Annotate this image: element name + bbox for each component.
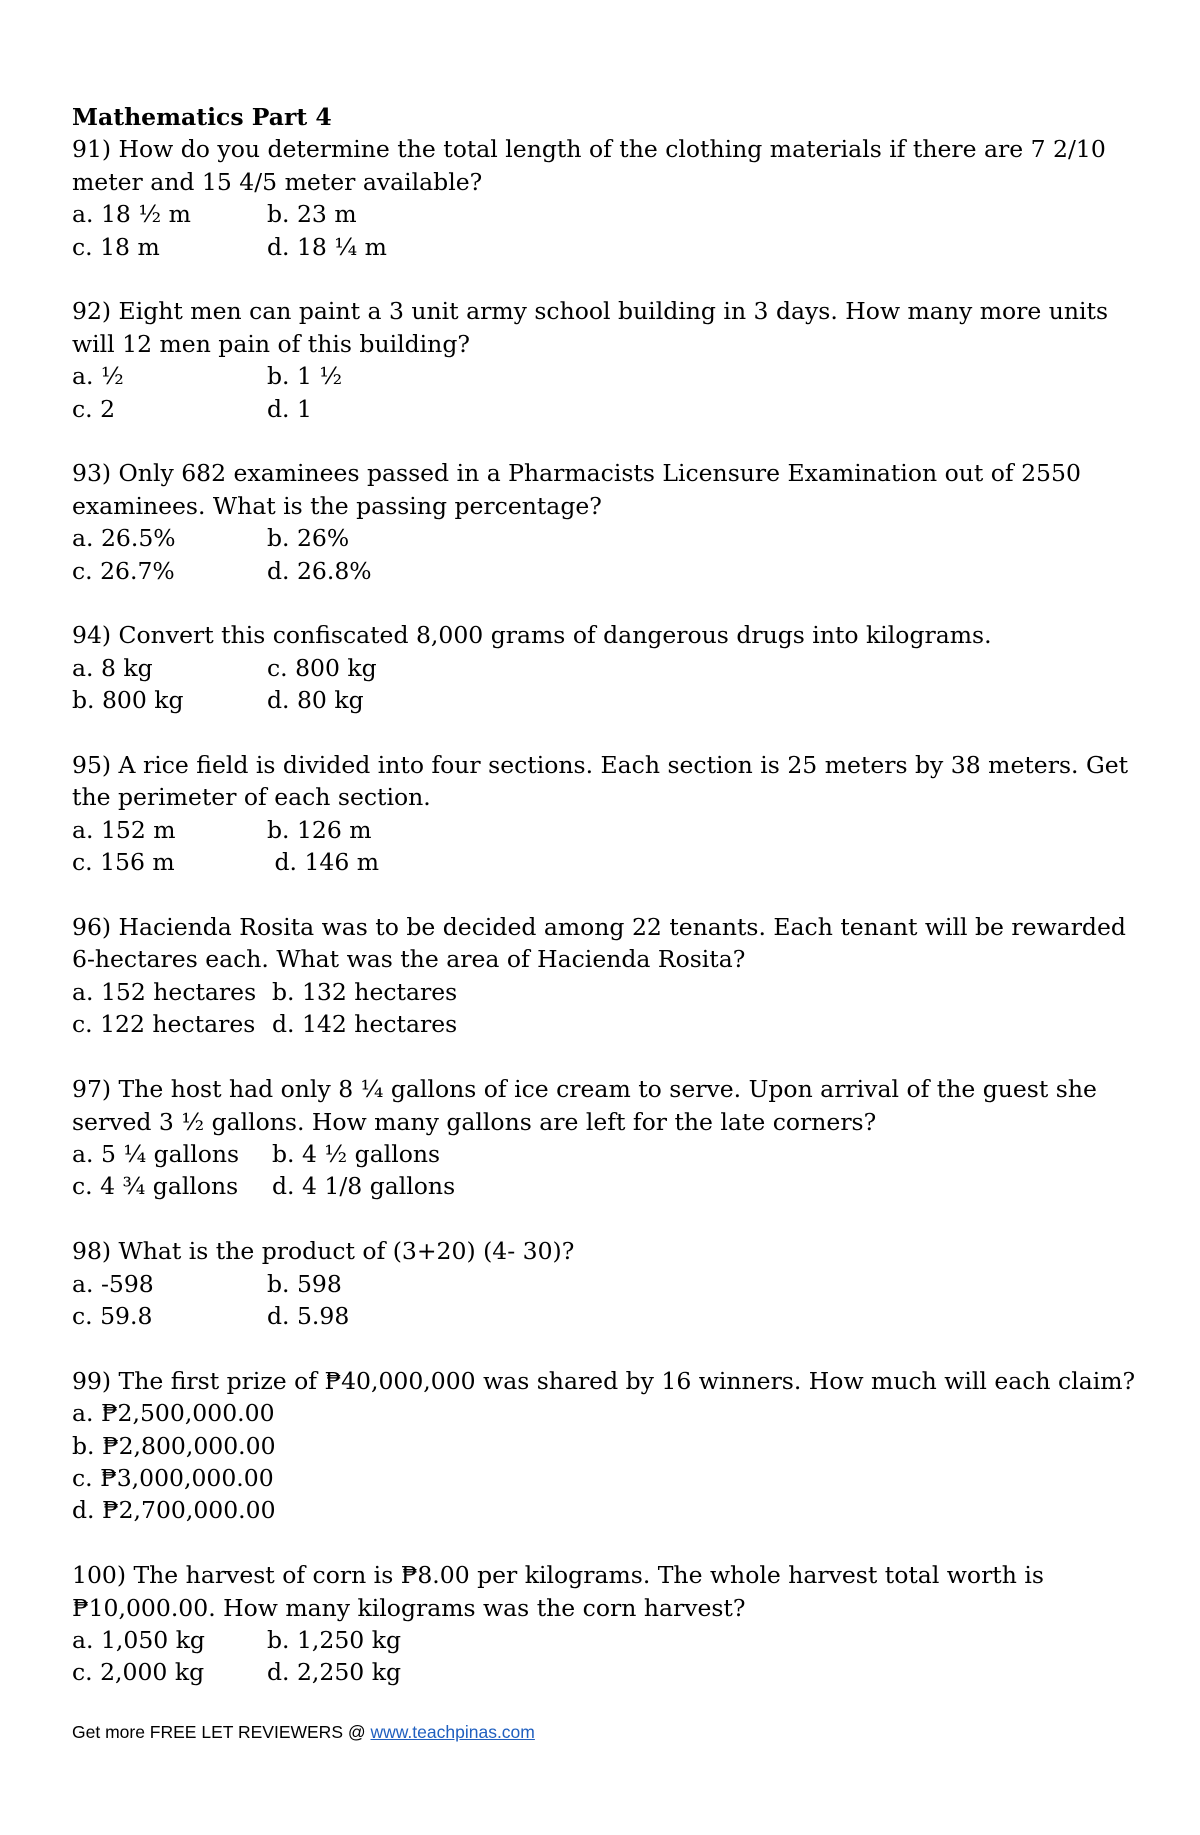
question-92 bbox=[72, 295, 1152, 425]
question-text: 91) How do you determine the total length of the clothing materials if there are 7 2/10 meter and 15 4/5 meter available? bbox=[72, 135, 1106, 196]
question-text: 93) Only 682 examinees passed in a Pharmacists Licensure Examination out of 2550 examinees. What is the passing percentage? bbox=[72, 459, 1081, 520]
choice-row bbox=[72, 1170, 1152, 1202]
choice-row bbox=[72, 814, 1152, 846]
choice-b: b. 26% bbox=[267, 524, 350, 553]
question-96 bbox=[72, 911, 1152, 1041]
choice-d: d. 4 1/8 gallons bbox=[272, 1172, 456, 1201]
choice-c: c. ₱3,000,000.00 bbox=[72, 1463, 274, 1492]
document-page bbox=[72, 101, 1152, 1721]
choice-b: b. 23 m bbox=[267, 200, 357, 229]
choice-row bbox=[72, 522, 1152, 554]
question-text: 100) The harvest of corn is ₱8.00 per kilograms. The whole harvest total worth is ₱10,000.00. How many kilograms was the corn harvest? bbox=[72, 1561, 1044, 1622]
choice-a: a. 152 m bbox=[72, 815, 176, 844]
choice-row bbox=[72, 684, 1152, 716]
question-97 bbox=[72, 1073, 1152, 1203]
choice-b: b. 132 hectares bbox=[272, 977, 458, 1006]
question-94 bbox=[72, 619, 1152, 716]
question-text: 98) What is the product of (3+20) (4- 30)? bbox=[72, 1237, 575, 1266]
choice-row bbox=[72, 393, 1152, 425]
choice-c: c. 2 bbox=[72, 394, 116, 423]
choice-row bbox=[72, 1300, 1152, 1332]
choice-c: c. 800 kg bbox=[267, 653, 377, 682]
choice-b: b. ₱2,800,000.00 bbox=[72, 1431, 276, 1460]
choice-row bbox=[72, 555, 1152, 587]
question-text: 94) Convert this confiscated 8,000 grams of dangerous drugs into kilograms. bbox=[72, 621, 992, 650]
choice-a: a. ½ bbox=[72, 362, 124, 391]
question-99 bbox=[72, 1365, 1152, 1527]
choice-row bbox=[72, 1624, 1152, 1656]
choice-d: d. ₱2,700,000.00 bbox=[72, 1496, 276, 1525]
footer-text: Get more FREE LET REVIEWERS @ bbox=[72, 1722, 371, 1742]
choice-a: a. 18 ½ m bbox=[72, 200, 191, 229]
choice-a: a. ₱2,500,000.00 bbox=[72, 1399, 275, 1428]
question-text: 92) Eight men can paint a 3 unit army school building in 3 days. How many more units will 12 men pain of this building? bbox=[72, 297, 1109, 358]
choice-a: a. 8 kg bbox=[72, 653, 153, 682]
choice-d: d. 5.98 bbox=[267, 1301, 350, 1330]
choice-d: d. 18 ¼ m bbox=[267, 232, 387, 261]
choice-a: a. 1,050 kg bbox=[72, 1625, 205, 1654]
choice-d: d. 1 bbox=[267, 394, 312, 423]
choice-a: a. 26.5% bbox=[72, 524, 176, 553]
question-text: 95) A rice field is divided into four sections. Each section is 25 meters by 38 meters. Get the perimeter of each section. bbox=[72, 751, 1129, 812]
question-95 bbox=[72, 749, 1152, 879]
choice-d: d. 146 m bbox=[267, 848, 380, 877]
choice-b: b. 598 bbox=[267, 1269, 342, 1298]
choice-a: a. 152 hectares bbox=[72, 977, 257, 1006]
choice-d: d. 142 hectares bbox=[272, 1010, 458, 1039]
choice-b: b. 4 ½ gallons bbox=[272, 1139, 441, 1168]
choice-c: c. 18 m bbox=[72, 232, 160, 261]
choice-row bbox=[72, 846, 1152, 878]
choice-b: b. 800 kg bbox=[72, 686, 184, 715]
choice-c: c. 59.8 bbox=[72, 1301, 153, 1330]
choice-a: a. -598 bbox=[72, 1269, 154, 1298]
footer-link[interactable]: www.teachpinas.com bbox=[370, 1722, 535, 1742]
choice-row bbox=[72, 1008, 1152, 1040]
choice-d: d. 80 kg bbox=[267, 686, 364, 715]
choice-c: c. 156 m bbox=[72, 848, 175, 877]
choice-row bbox=[72, 1656, 1152, 1688]
choice-c: c. 4 ¾ gallons bbox=[72, 1172, 239, 1201]
choice-row bbox=[72, 1138, 1152, 1170]
choice-d: d. 26.8% bbox=[267, 556, 372, 585]
choice-c: c. 122 hectares bbox=[72, 1010, 256, 1039]
choice-a: a. 5 ¼ gallons bbox=[72, 1139, 240, 1168]
question-91 bbox=[72, 133, 1152, 263]
question-text: 96) Hacienda Rosita was to be decided among 22 tenants. Each tenant will be rewarded 6-hectares each. What was the area of Hacienda Rosita? bbox=[72, 913, 1126, 974]
choice-row bbox=[72, 976, 1152, 1008]
choice-row bbox=[72, 360, 1152, 392]
choice-b: b. 1,250 kg bbox=[267, 1625, 402, 1654]
choice-row bbox=[72, 1268, 1152, 1300]
choice-b: b. 126 m bbox=[267, 815, 372, 844]
choice-d: d. 2,250 kg bbox=[267, 1658, 402, 1687]
page-title: Mathematics Part 4 bbox=[72, 103, 332, 131]
choice-c: c. 2,000 kg bbox=[72, 1658, 205, 1687]
choice-row bbox=[72, 652, 1152, 684]
question-text: 97) The host had only 8 ¼ gallons of ice cream to serve. Upon arrival of the guest she served 3 ½ gallons. How many gallons are left for the late corners? bbox=[72, 1075, 1097, 1136]
question-text: 99) The first prize of ₱40,000,000 was shared by 16 winners. How much will each claim? bbox=[72, 1366, 1136, 1395]
footer bbox=[72, 1722, 535, 1743]
question-100 bbox=[72, 1559, 1152, 1689]
question-98 bbox=[72, 1235, 1152, 1332]
choice-row bbox=[72, 198, 1152, 230]
choice-row bbox=[72, 231, 1152, 263]
choice-c: c. 26.7% bbox=[72, 556, 175, 585]
question-93 bbox=[72, 457, 1152, 587]
choice-b: b. 1 ½ bbox=[267, 362, 343, 391]
